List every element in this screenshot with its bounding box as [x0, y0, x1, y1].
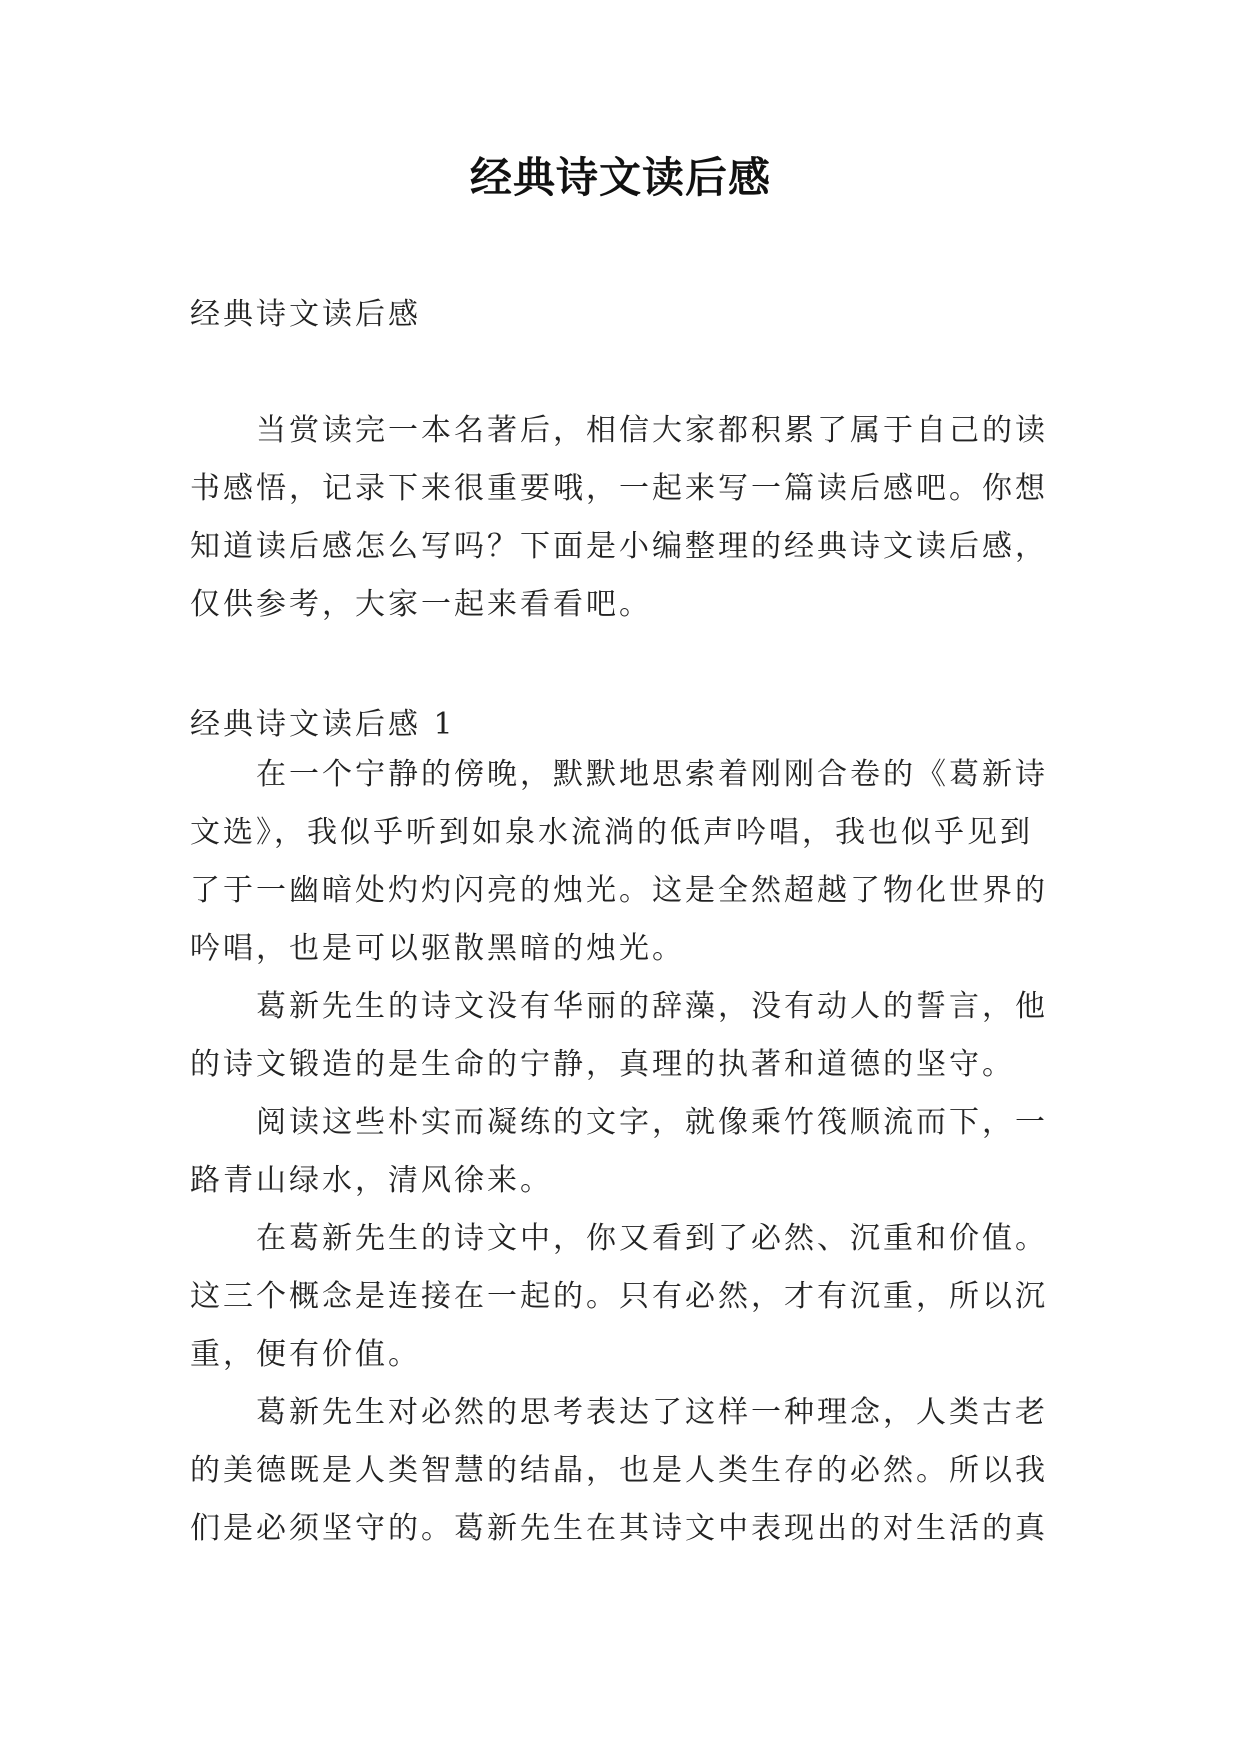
body-paragraph: 葛新先生的诗文没有华丽的辞藻，没有动人的誓言，他的诗文锻造的是生命的宁静，真理的执著和道德的坚守。: [190, 989, 1048, 1082]
essay-body: [190, 746, 1050, 1558]
document-title: 经典诗文读后感: [469, 153, 771, 202]
intro-paragraph: 当赏读完一本名著后，相信大家都积累了属于自己的读书感悟，记录下来很重要哦，一起来写一篇读后感吧。你想知道读后感怎么写吗？下面是小编整理的经典诗文读后感，仅供参考，大家一起来看看吧。: [190, 413, 1048, 622]
body-paragraph: 在一个宁静的傍晚，默默地思索着刚刚合卷的《葛新诗文选》，我似乎听到如泉水流淌的低声吟唱，我也似乎见到了于一幽暗处灼灼闪亮的烛光。这是全然超越了物化世界的吟唱，也是可以驱散黑暗的烛光。: [190, 757, 1048, 966]
body-paragraph: 阅读这些朴实而凝练的文字，就像乘竹筏顺流而下，一路青山绿水，清风徐来。: [190, 1105, 1048, 1198]
section-heading: 经典诗文读后感 1: [190, 707, 456, 742]
document-subtitle: 经典诗文读后感: [190, 297, 421, 332]
body-paragraph: 在葛新先生的诗文中，你又看到了必然、沉重和价值。这三个概念是连接在一起的。只有必然，才有沉重，所以沉重，便有价值。: [190, 1221, 1048, 1372]
body-paragraph: 葛新先生对必然的思考表达了这样一种理念，人类古老的美德既是人类智慧的结晶，也是人类生存的必然。所以我们是必须坚守的。葛新先生在其诗文中表现出的对生活的真: [190, 1395, 1048, 1546]
